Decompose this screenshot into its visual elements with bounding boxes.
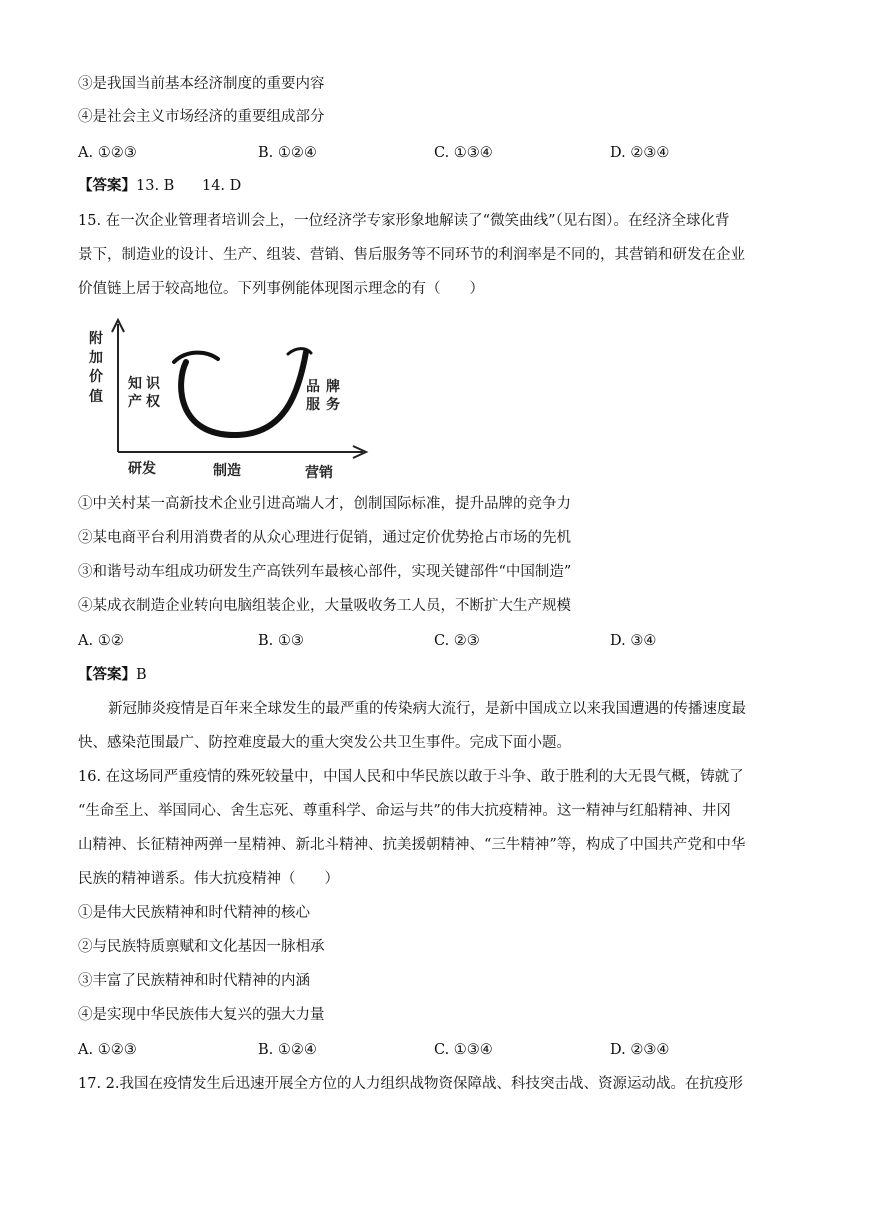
question-text: 价值链上居于较高地位。下列事例能体现图示理念的有（ ） [78, 281, 484, 297]
passage-text: 快、感染范围最广、防控难度最大的重大突发公共卫生事件。完成下面小题。 [78, 735, 571, 751]
left-label-char: 识 [146, 376, 160, 392]
option-line: ①中关村某一高新技术企业引进高端人才，创制国际标准，提升品牌的竞争力 [78, 496, 571, 512]
choice-b: B. ①③ [258, 633, 304, 649]
question-text: 景下，制造业的设计、生产、组装、营销、售后服务等不同环节的利润率是不同的，其营销和研发在企业 [78, 247, 745, 263]
answer-text: B [136, 667, 147, 683]
option-line: ③是我国当前基本经济制度的重要内容 [78, 76, 325, 92]
left-label-char: 权 [146, 394, 160, 410]
passage-text: 新冠肺炎疫情是百年来全球发生的最严重的传染病大流行，是新中国成立以来我国遭遇的传播速度最 [108, 701, 746, 717]
choice-c: C. ①③④ [434, 1042, 493, 1058]
question-text: 17. 2.我国在疫情发生后迅速开展全方位的人力组织战物资保障战、科技突击战、资源运动战。在抗疫形 [78, 1076, 743, 1092]
question-text: 15. 在一次企业管理者培训会上，一位经济学专家形象地解读了“微笑曲线”（见右图）。在经济全球化背 [78, 213, 730, 229]
answer-label: 【答案】 [78, 666, 136, 683]
right-label-char: 服 [306, 397, 320, 413]
y-label-char: 附 [89, 331, 103, 347]
x-label-manufacture: 制造 [213, 463, 241, 479]
smile-curve [181, 352, 306, 435]
answer-text: 13. B 14. D [136, 178, 242, 194]
right-label-char: 牌 [326, 379, 340, 395]
right-label-char: 务 [326, 397, 340, 413]
choice-b: B. ①②④ [258, 1042, 317, 1058]
y-label-char: 价 [89, 369, 103, 385]
option-line: ④某成衣制造企业转向电脑组装企业，大量吸收务工人员，不断扩大生产规模 [78, 598, 571, 614]
question-text: 山精神、长征精神两弹一星精神、新北斗精神、抗美援朝精神、“三牛精神”等，构成了中国共产党和中华 [78, 837, 746, 853]
smile-curve-figure [78, 312, 378, 482]
option-line: ④是实现中华民族伟大复兴的强大力量 [78, 1007, 325, 1023]
left-brow [174, 353, 218, 362]
answer-label: 【答案】 [78, 177, 136, 194]
question-text: 16. 在这场同严重疫情的殊死较量中，中国人民和中华民族以敢于斗争、敢于胜利的大无畏气概，铸就了 [78, 769, 744, 785]
left-label-char: 产 [128, 394, 142, 410]
option-line: ①是伟大民族精神和时代精神的核心 [78, 905, 310, 921]
choice-d: D. ②③④ [610, 145, 670, 161]
y-label-char: 加 [89, 350, 103, 366]
choice-c: C. ①③④ [434, 145, 493, 161]
question-text: “生命至上、举国同心、舍生忘死、尊重科学、命运与共”的伟大抗疫精神。这一精神与红船精神、井冈 [78, 803, 731, 819]
option-line: ③丰富了民族精神和时代精神的内涵 [78, 973, 310, 989]
question-text: 民族的精神谱系。伟大抗疫精神（ ） [78, 871, 339, 887]
x-label-research: 研发 [128, 461, 156, 477]
answer-line [78, 665, 147, 685]
choice-a: A. ①② [78, 633, 124, 649]
option-line: ④是社会主义市场经济的重要组成部分 [78, 109, 325, 125]
option-line: ③和谐号动车组成功研发生产高铁列车最核心部件，实现关键部件“中国制造” [78, 564, 572, 580]
choice-a: A. ①②③ [78, 145, 137, 161]
left-label-char: 知 [128, 376, 142, 392]
choice-c: C. ②③ [434, 633, 480, 649]
choice-d: D. ③④ [610, 633, 657, 649]
right-label-char: 品 [306, 379, 320, 395]
x-label-marketing: 营销 [305, 465, 333, 481]
choice-d: D. ②③④ [610, 1042, 670, 1058]
y-label-char: 值 [89, 389, 103, 405]
option-line: ②某电商平台利用消费者的从众心理进行促销，通过定价优势抢占市场的先机 [78, 530, 571, 546]
option-line: ②与民族特质禀赋和文化基因一脉相承 [78, 939, 325, 955]
choice-a: A. ①②③ [78, 1042, 137, 1058]
answer-line [78, 176, 241, 196]
choice-b: B. ①②④ [258, 145, 317, 161]
